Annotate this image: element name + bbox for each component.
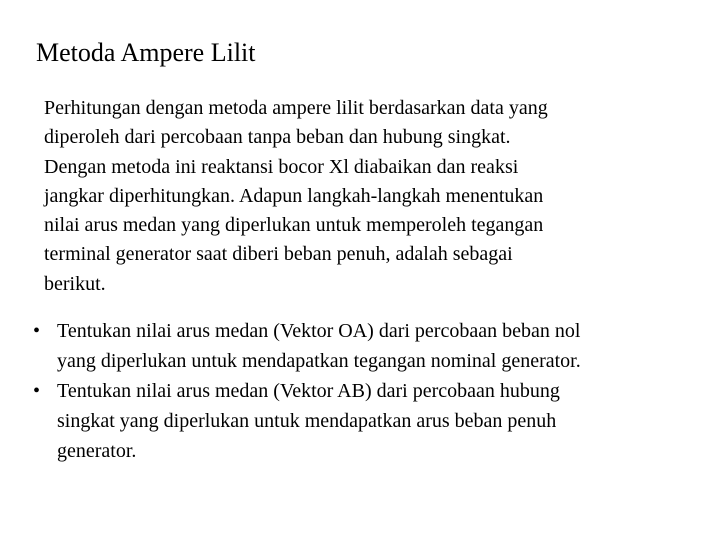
intro-line: Dengan metoda ini reaktansi bocor Xl diabaikan dan reaksi [44, 155, 519, 178]
intro-line: jangkar diperhitungkan. Adapun langkah-langkah menentukan [44, 184, 544, 207]
intro-line: diperoleh dari percobaan tanpa beban dan hubung singkat. [44, 126, 511, 149]
bullet-line: singkat yang diperlukan untuk mendapatkan arus beban penuh [57, 410, 557, 432]
intro-line: Perhitungan dengan metoda ampere lilit berdasarkan data yang [44, 97, 548, 119]
bullet-icon: • [33, 380, 41, 402]
intro-line: berikut. [44, 272, 106, 295]
bullet-line: yang diperlukan untuk mendapatkan tegangan nominal generator. [57, 350, 581, 372]
bullet-line: Tentukan nilai arus medan (Vektor OA) dari percobaan beban nol [57, 320, 581, 342]
intro-paragraph [44, 94, 674, 299]
bullet-item [33, 316, 703, 376]
bullet-icon: • [33, 320, 41, 342]
intro-line: nilai arus medan yang diperlukan untuk memperoleh tegangan [44, 214, 544, 237]
bullet-item [33, 376, 703, 466]
bullet-list [33, 316, 703, 466]
intro-line: terminal generator saat diberi beban penuh, adalah sebagai [44, 243, 513, 266]
slide-title: Metoda Ampere Lilit [36, 38, 256, 67]
bullet-line: Tentukan nilai arus medan (Vektor AB) dari percobaan hubung [57, 380, 560, 402]
bullet-line: generator. [57, 440, 137, 462]
